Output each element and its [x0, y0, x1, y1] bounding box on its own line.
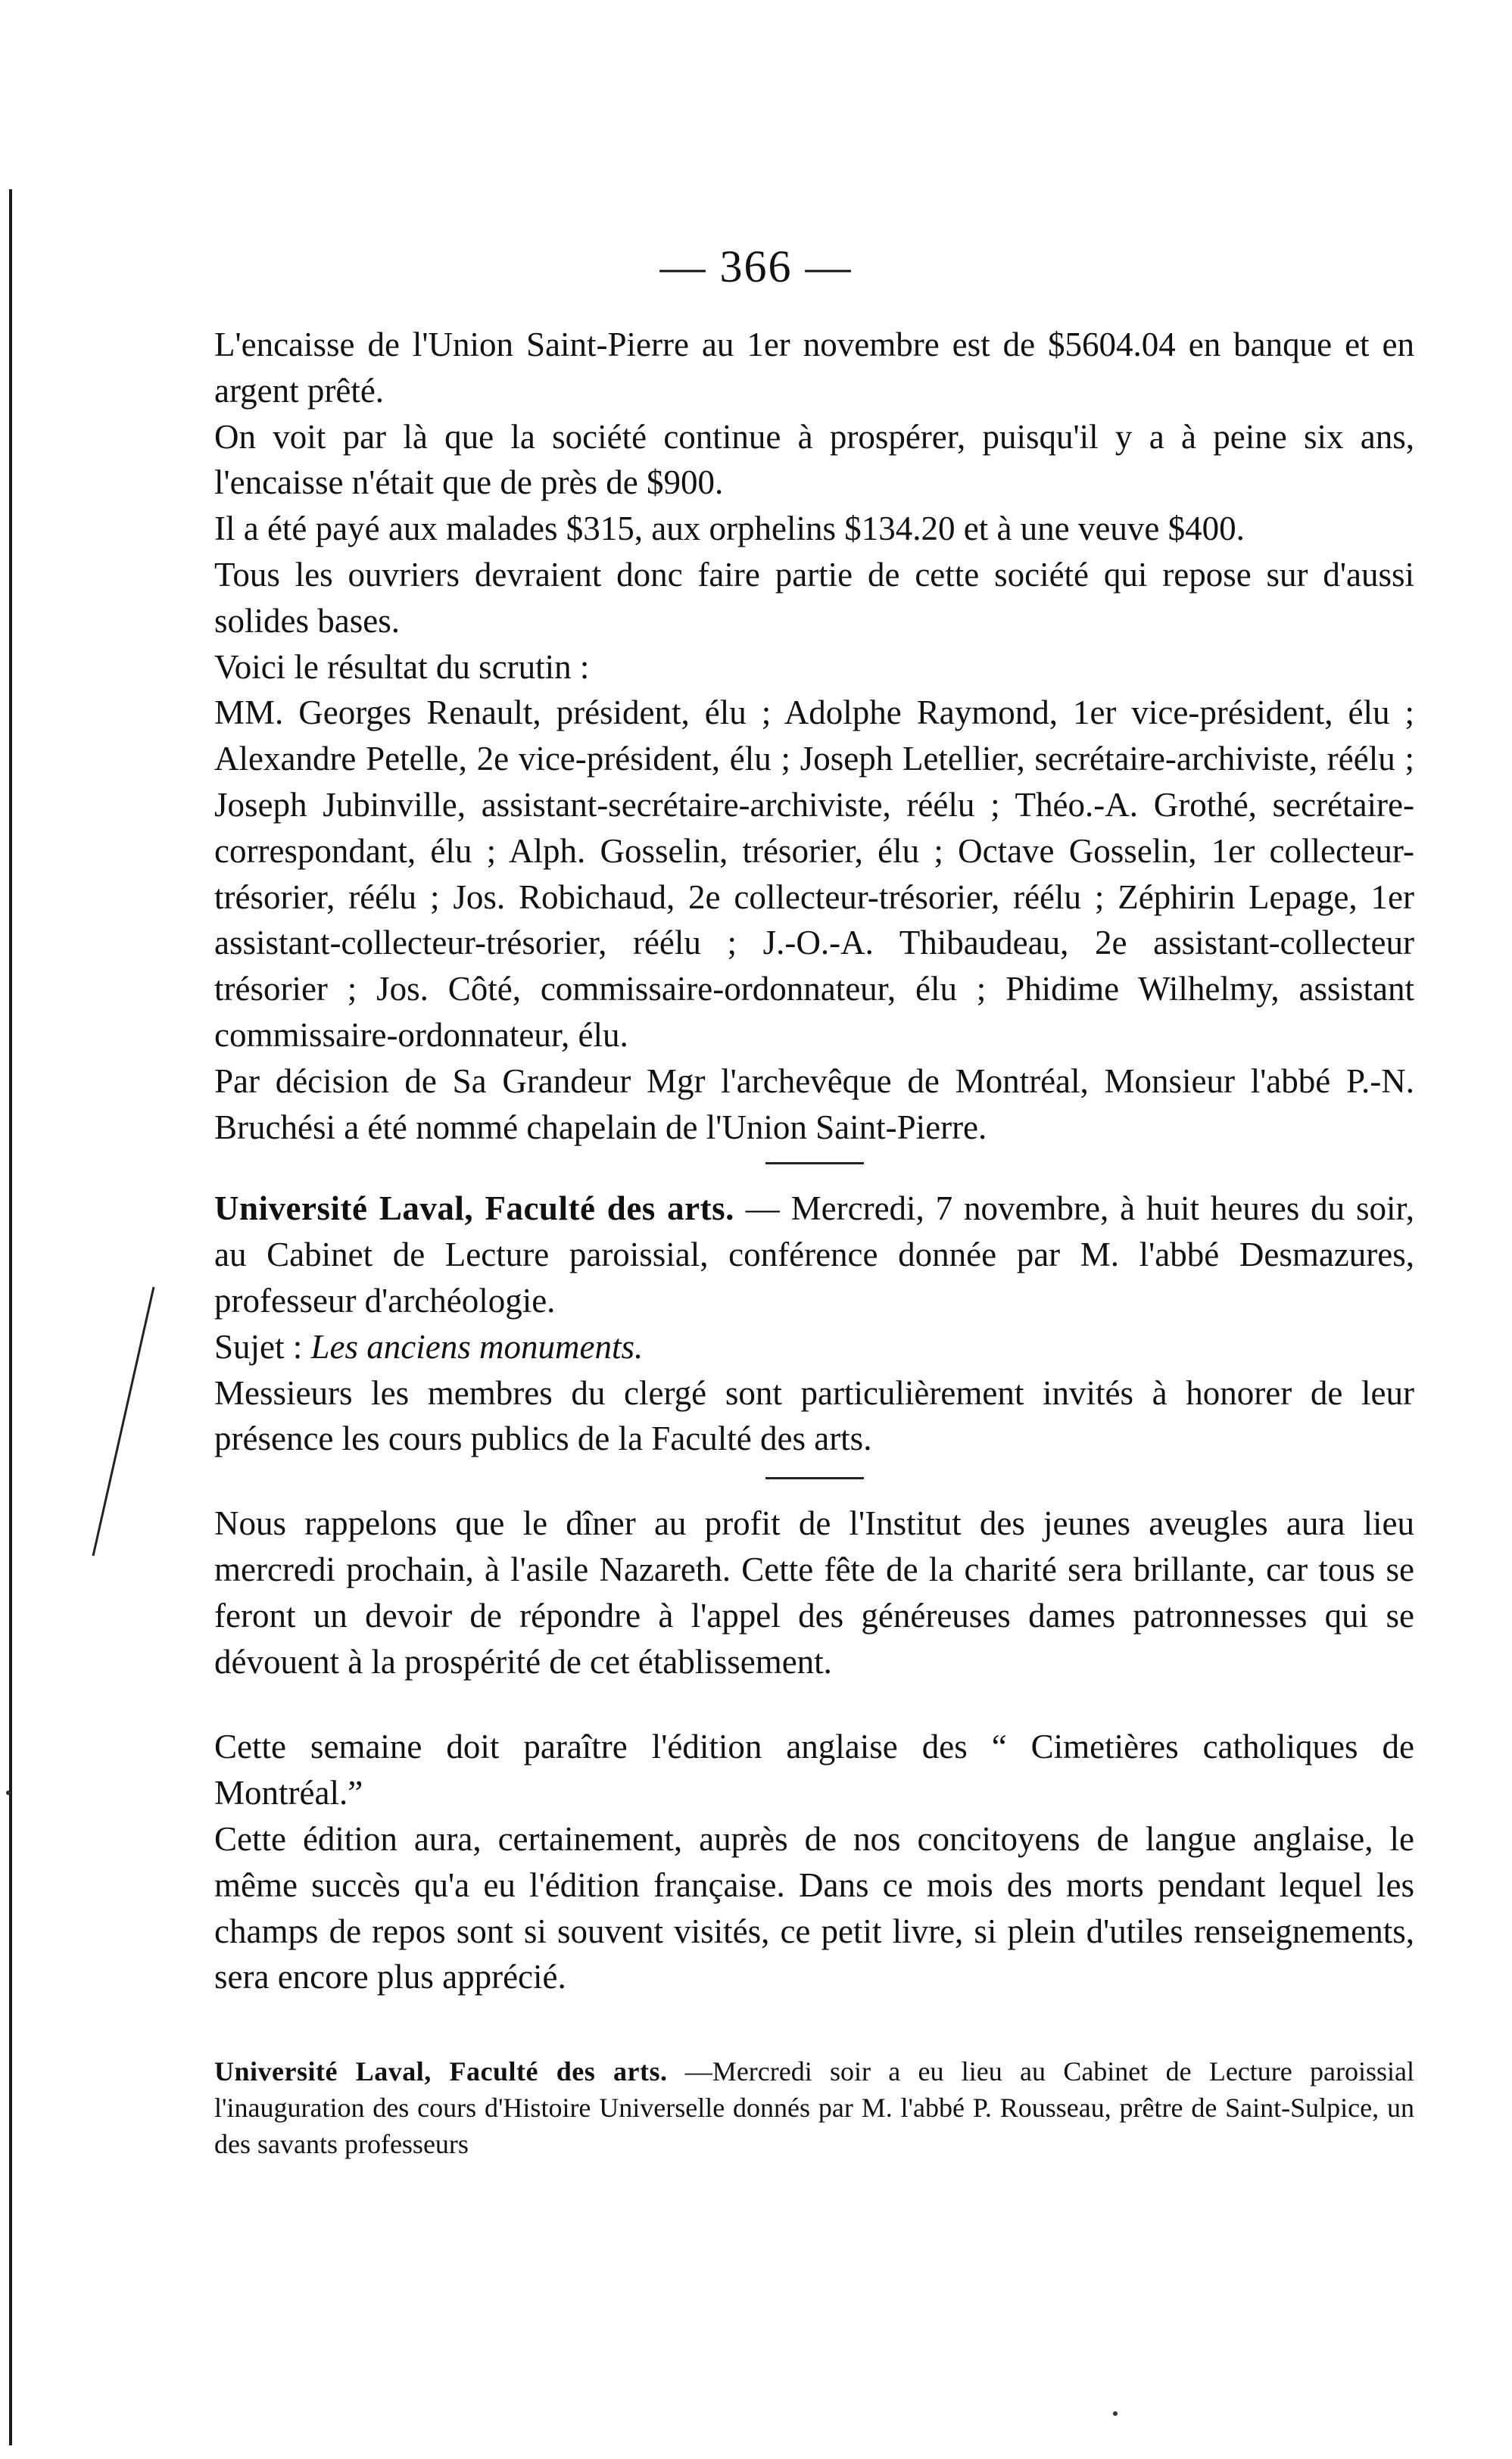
subject-label: Sujet : — [214, 1327, 311, 1366]
footer-notice-text: —Mercredi soir a eu lieu au Cabinet de Lecture paroissial l'inauguration des cours d'Histoire Universelle donnés par M. l'abbé P. Rousseau, prêtre de Saint-Sulpice, un des savants professeurs — [214, 2056, 1414, 2160]
footer-notice-paragraph — [214, 2053, 1414, 2162]
page-border-line — [9, 189, 12, 2445]
laval-arts-notice — [214, 1186, 1414, 1462]
article-body — [214, 322, 1414, 2162]
margin-dot — [1113, 2411, 1118, 2416]
margin-pen-mark — [89, 1287, 157, 1560]
paragraph: Il a été payé aux malades $315, aux orphelins $134.20 et à une veuve $400. — [214, 510, 1245, 548]
paragraph: Tous les ouvriers devraient donc faire partie de cette société qui repose sur d'aussi solides bases. — [214, 555, 1414, 640]
edition-notice-paragraph: Cette édition aura, certainement, auprès de nos concitoyens de langue anglaise, le même succès qu'a eu l'édition française. Dans ce mois des morts pendant lequel les champs de repos sont si souvent visités, ce petit livre, si plein d'utiles renseignements, sera encore plus apprécié. — [214, 1819, 1414, 1996]
laval-notice-invitation: Messieurs les membres du clergé sont particulièrement invités à honorer de leur présence les cours publics de la Faculté des arts. — [214, 1373, 1414, 1458]
diner-notice-paragraph: Nous rappelons que le dîner au profit de l'Institut des jeunes aveugles aura lieu mercredi prochain, à l'asile Nazareth. Cette fête de la charité sera brillante, car tous se feront un devoir de répondre à l'appel des généreuses dames patronnesses qui se dévouent à la prospérité de cet établissement. — [214, 1504, 1414, 1681]
edition-notice — [214, 1724, 1414, 2000]
footer-notice — [214, 2053, 1414, 2162]
subject-title: Les anciens monuments. — [310, 1327, 644, 1366]
edition-notice-paragraph: Cette semaine doit paraître l'édition anglaise des “ Cimetières catholiques de Montréal.” — [214, 1728, 1414, 1812]
section-divider — [765, 1162, 864, 1164]
paragraph: On voit par là que la société continue à prospérer, puisqu'il y a à peine six ans, l'encaisse n'était que de près de $900. — [214, 417, 1414, 502]
paragraph: Par décision de Sa Grandeur Mgr l'archevêque de Montréal, Monsieur l'abbé P.-N. Bruchési a été nommé chapelain de l'Union Saint-Pierre. — [214, 1061, 1414, 1146]
laval-notice-subject — [214, 1324, 1414, 1370]
laval-notice-paragraph — [214, 1186, 1414, 1323]
diner-notice — [214, 1501, 1414, 1685]
union-saint-pierre-report — [214, 322, 1414, 1150]
spacer — [214, 1685, 1414, 1724]
section-divider — [765, 1477, 864, 1479]
election-results: MM. Georges Renault, président, élu ; Adolphe Raymond, 1er vice-président, élu ; Alexandre Petelle, 2e vice-président, élu ; Joseph Letellier, secrétaire-archiviste, réélu ; Joseph Jubinville, assistant-secrétaire-archiviste, réélu ; Théo.-A. Grothé, secrétaire-correspondant, élu ; Alph. Gosselin, trésorier, élu ; Octave Gosselin, 1er collecteur-trésorier, réélu ; Jos. Robichaud, 2e collecteur-trésorier, réélu ; Zéphirin Lepage, 1er assistant-collecteur-trésorier, réélu ; J.-O.-A. Thibaudeau, 2e assistant-collecteur trésorier ; Jos. Côté, commissaire-ordonnateur, élu ; Phidime Wilhelmy, assistant commissaire-ordonnateur, élu. — [214, 693, 1414, 1054]
paragraph: L'encaisse de l'Union Saint-Pierre au 1er novembre est de $5604.04 en banque et en argent prêté. — [214, 326, 1414, 410]
paragraph: Voici le résultat du scrutin : — [214, 647, 590, 686]
spacer — [214, 2000, 1414, 2053]
laval-notice-text: — Mercredi, 7 novembre, à huit heures du soir, au Cabinet de Lecture paroissial, conférence donnée par M. l'abbé Desmazures, professeur d'archéologie. — [214, 1189, 1414, 1320]
page-number: — 366 — — [659, 242, 853, 291]
footer-notice-heading: Université Laval, Faculté des arts. — [214, 2056, 668, 2087]
margin-dot — [6, 1790, 11, 1795]
laval-notice-heading: Université Laval, Faculté des arts. — [214, 1189, 734, 1228]
